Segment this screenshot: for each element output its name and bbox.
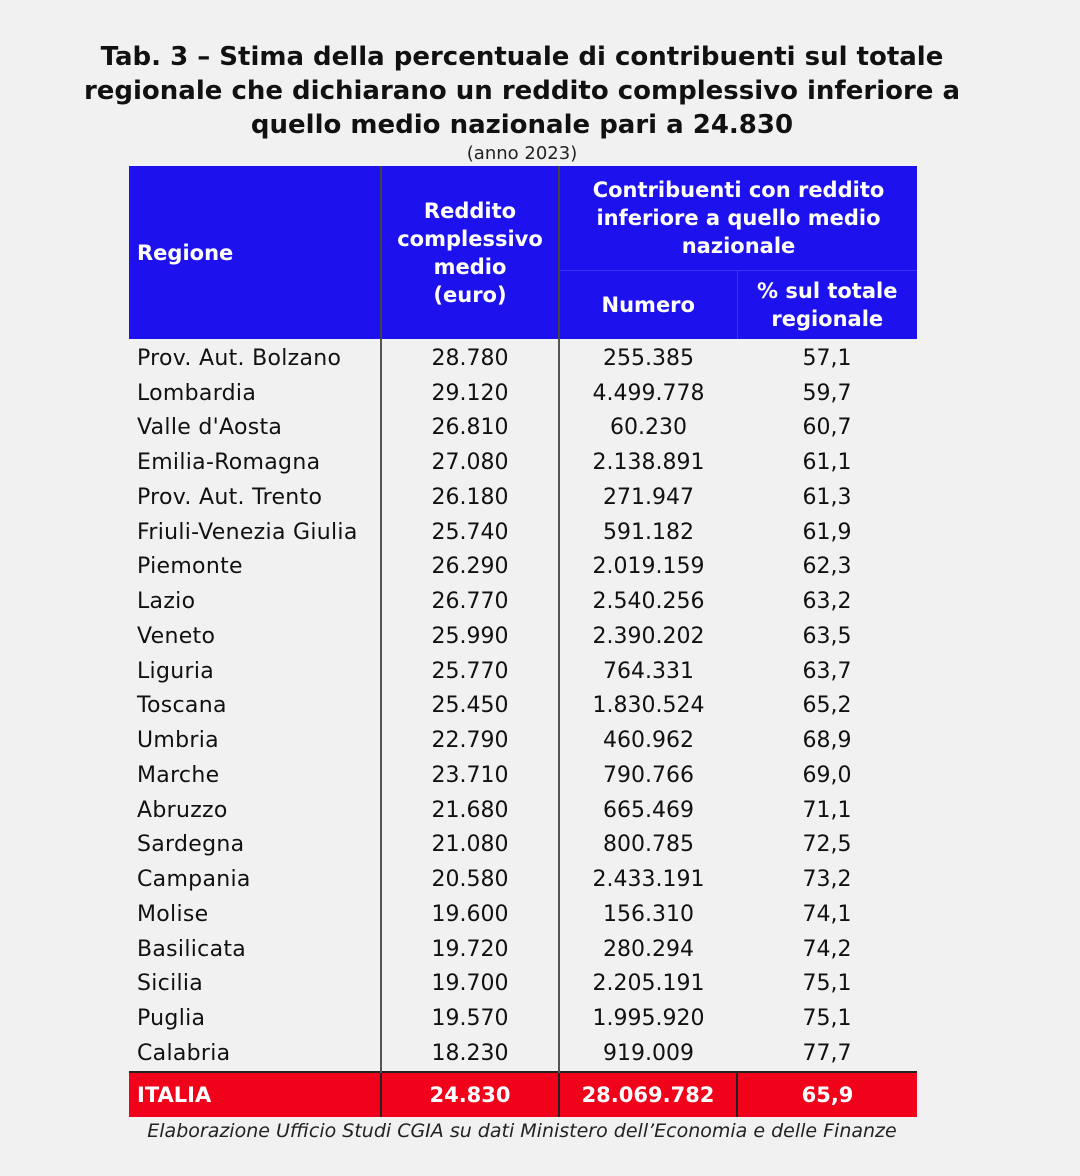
header-percent-line-1: % sul totale	[757, 279, 898, 303]
cell-region: Abruzzo	[129, 793, 381, 828]
cell-percent: 69,0	[802, 762, 852, 788]
table-row	[129, 932, 917, 967]
cell-region: Valle d'Aosta	[129, 411, 381, 446]
cell-number: 2.540.256	[592, 589, 705, 615]
cell-income: 27.080	[381, 445, 559, 480]
cell-number: 460.962	[603, 728, 694, 754]
cell-region: Prov. Aut. Trento	[129, 480, 381, 515]
cell-region: Calabria	[129, 1036, 381, 1072]
table-row	[129, 480, 917, 515]
table-row	[129, 862, 917, 897]
table-row	[129, 1001, 917, 1036]
cell-income: 19.700	[381, 967, 559, 1002]
cell-number: 2.138.891	[592, 450, 705, 476]
table-subtitle: (anno 2023)	[466, 143, 578, 164]
cell-region: Basilicata	[129, 932, 381, 967]
table-row	[129, 550, 917, 585]
table-row	[129, 339, 917, 376]
cell-region: Prov. Aut. Bolzano	[129, 339, 381, 376]
cell-number: 2.390.202	[592, 623, 705, 649]
cell-number: 280.294	[603, 936, 694, 962]
title-line-3: quello medio nazionale pari a 24.830	[250, 110, 794, 140]
cell-region: Piemonte	[129, 550, 381, 585]
table-row	[129, 723, 917, 758]
header-group-contributors	[559, 166, 917, 271]
cell-income: 26.770	[381, 584, 559, 619]
cell-region: Campania	[129, 862, 381, 897]
total-number: 28.069.782	[559, 1072, 737, 1117]
cell-income: 25.770	[381, 654, 559, 689]
table-row	[129, 758, 917, 793]
cell-income: 25.450	[381, 689, 559, 724]
title-line-1: Tab. 3 – Stima della percentuale di contribuenti sul totale	[100, 42, 944, 72]
cell-income: 19.570	[381, 1001, 559, 1036]
cell-income: 22.790	[381, 723, 559, 758]
total-percent: 65,9	[737, 1072, 917, 1117]
cell-number: 4.499.778	[592, 380, 705, 406]
table-row	[129, 654, 917, 689]
header-group-line-1: Contribuenti con reddito	[592, 178, 885, 202]
cell-percent: 60,7	[802, 415, 852, 441]
table-row	[129, 376, 917, 411]
table-row	[129, 897, 917, 932]
cell-income: 19.720	[381, 932, 559, 967]
header-group-line-2: inferiore a quello medio	[596, 206, 881, 230]
cell-region: Lombardia	[129, 376, 381, 411]
cell-number: 156.310	[603, 901, 694, 927]
cell-income: 21.080	[381, 828, 559, 863]
header-income-line-1: Reddito	[423, 198, 517, 223]
cell-income: 26.180	[381, 480, 559, 515]
cell-number: 255.385	[603, 345, 694, 371]
cell-percent: 68,9	[802, 728, 852, 754]
cell-number: 2.433.191	[592, 867, 705, 893]
cell-number: 919.009	[603, 1040, 694, 1066]
header-percent	[737, 271, 917, 340]
cell-income: 20.580	[381, 862, 559, 897]
table-row	[129, 967, 917, 1002]
cell-percent: 62,3	[802, 554, 852, 580]
cell-income: 23.710	[381, 758, 559, 793]
header-region: Regione	[129, 166, 381, 339]
cell-percent: 75,1	[802, 1006, 852, 1032]
cell-income: 29.120	[381, 376, 559, 411]
cell-percent: 74,2	[802, 936, 852, 962]
table-body	[129, 339, 917, 1072]
cell-percent: 73,2	[802, 867, 852, 893]
table-row	[129, 515, 917, 550]
cell-percent: 61,9	[802, 519, 852, 545]
cell-percent: 65,2	[802, 693, 852, 719]
regional-income-table	[129, 166, 917, 1117]
cell-number: 2.019.159	[592, 554, 705, 580]
cell-percent: 63,5	[802, 623, 852, 649]
table-row	[129, 411, 917, 446]
table-row	[129, 445, 917, 480]
cell-region: Puglia	[129, 1001, 381, 1036]
cell-number: 665.469	[603, 797, 694, 823]
cell-percent: 75,1	[802, 971, 852, 997]
table-total-row	[129, 1072, 917, 1117]
cell-number: 60.230	[610, 415, 687, 441]
total-region: ITALIA	[129, 1072, 381, 1117]
table-header	[129, 166, 917, 339]
cell-percent: 74,1	[802, 901, 852, 927]
cell-region: Emilia-Romagna	[129, 445, 381, 480]
header-group-line-3: nazionale	[681, 234, 796, 258]
title-line-2: regionale che dichiarano un reddito complessivo inferiore a	[83, 76, 961, 106]
cell-region: Friuli-Venezia Giulia	[129, 515, 381, 550]
cell-percent: 61,3	[802, 484, 852, 510]
cell-region: Toscana	[129, 689, 381, 724]
cell-percent: 71,1	[802, 797, 852, 823]
cell-number: 790.766	[603, 762, 694, 788]
cell-income: 26.290	[381, 550, 559, 585]
cell-region: Lazio	[129, 584, 381, 619]
total-income: 24.830	[381, 1072, 559, 1117]
cell-region: Sardegna	[129, 828, 381, 863]
cell-percent: 63,2	[802, 589, 852, 615]
header-percent-line-2: regionale	[771, 307, 884, 331]
header-income	[381, 166, 559, 339]
cell-region: Molise	[129, 897, 381, 932]
cell-number: 271.947	[603, 484, 694, 510]
cell-income: 18.230	[381, 1036, 559, 1072]
table-row	[129, 793, 917, 828]
header-income-line-4: (euro)	[433, 282, 507, 307]
cell-number: 2.205.191	[592, 971, 705, 997]
table-row	[129, 584, 917, 619]
cell-region: Liguria	[129, 654, 381, 689]
cell-number: 1.995.920	[592, 1006, 705, 1032]
table-row	[129, 828, 917, 863]
cell-income: 26.810	[381, 411, 559, 446]
cell-percent: 57,1	[802, 345, 852, 371]
cell-percent: 59,7	[802, 380, 852, 406]
cell-region: Veneto	[129, 619, 381, 654]
table-row	[129, 619, 917, 654]
cell-income: 28.780	[381, 339, 559, 376]
cell-number: 1.830.524	[592, 693, 705, 719]
cell-income: 19.600	[381, 897, 559, 932]
source-note: Elaborazione Ufficio Studi CGIA su dati Ministero dell’Economia e delle Finanze	[147, 1120, 897, 1142]
cell-number: 764.331	[603, 658, 694, 684]
table-title	[0, 40, 1044, 142]
cell-percent: 63,7	[802, 658, 852, 684]
cell-income: 25.990	[381, 619, 559, 654]
cell-number: 591.182	[603, 519, 694, 545]
table-row	[129, 1036, 917, 1072]
cell-region: Marche	[129, 758, 381, 793]
header-income-line-2: complessivo	[397, 226, 543, 251]
header-number: Numero	[559, 271, 737, 340]
cell-income: 25.740	[381, 515, 559, 550]
cell-percent: 61,1	[802, 450, 852, 476]
cell-region: Sicilia	[129, 967, 381, 1002]
cell-percent: 77,7	[802, 1040, 852, 1066]
cell-percent: 72,5	[802, 832, 852, 858]
cell-region: Umbria	[129, 723, 381, 758]
cell-income: 21.680	[381, 793, 559, 828]
header-income-line-3: medio	[433, 254, 507, 279]
cell-number: 800.785	[603, 832, 694, 858]
table-row	[129, 689, 917, 724]
